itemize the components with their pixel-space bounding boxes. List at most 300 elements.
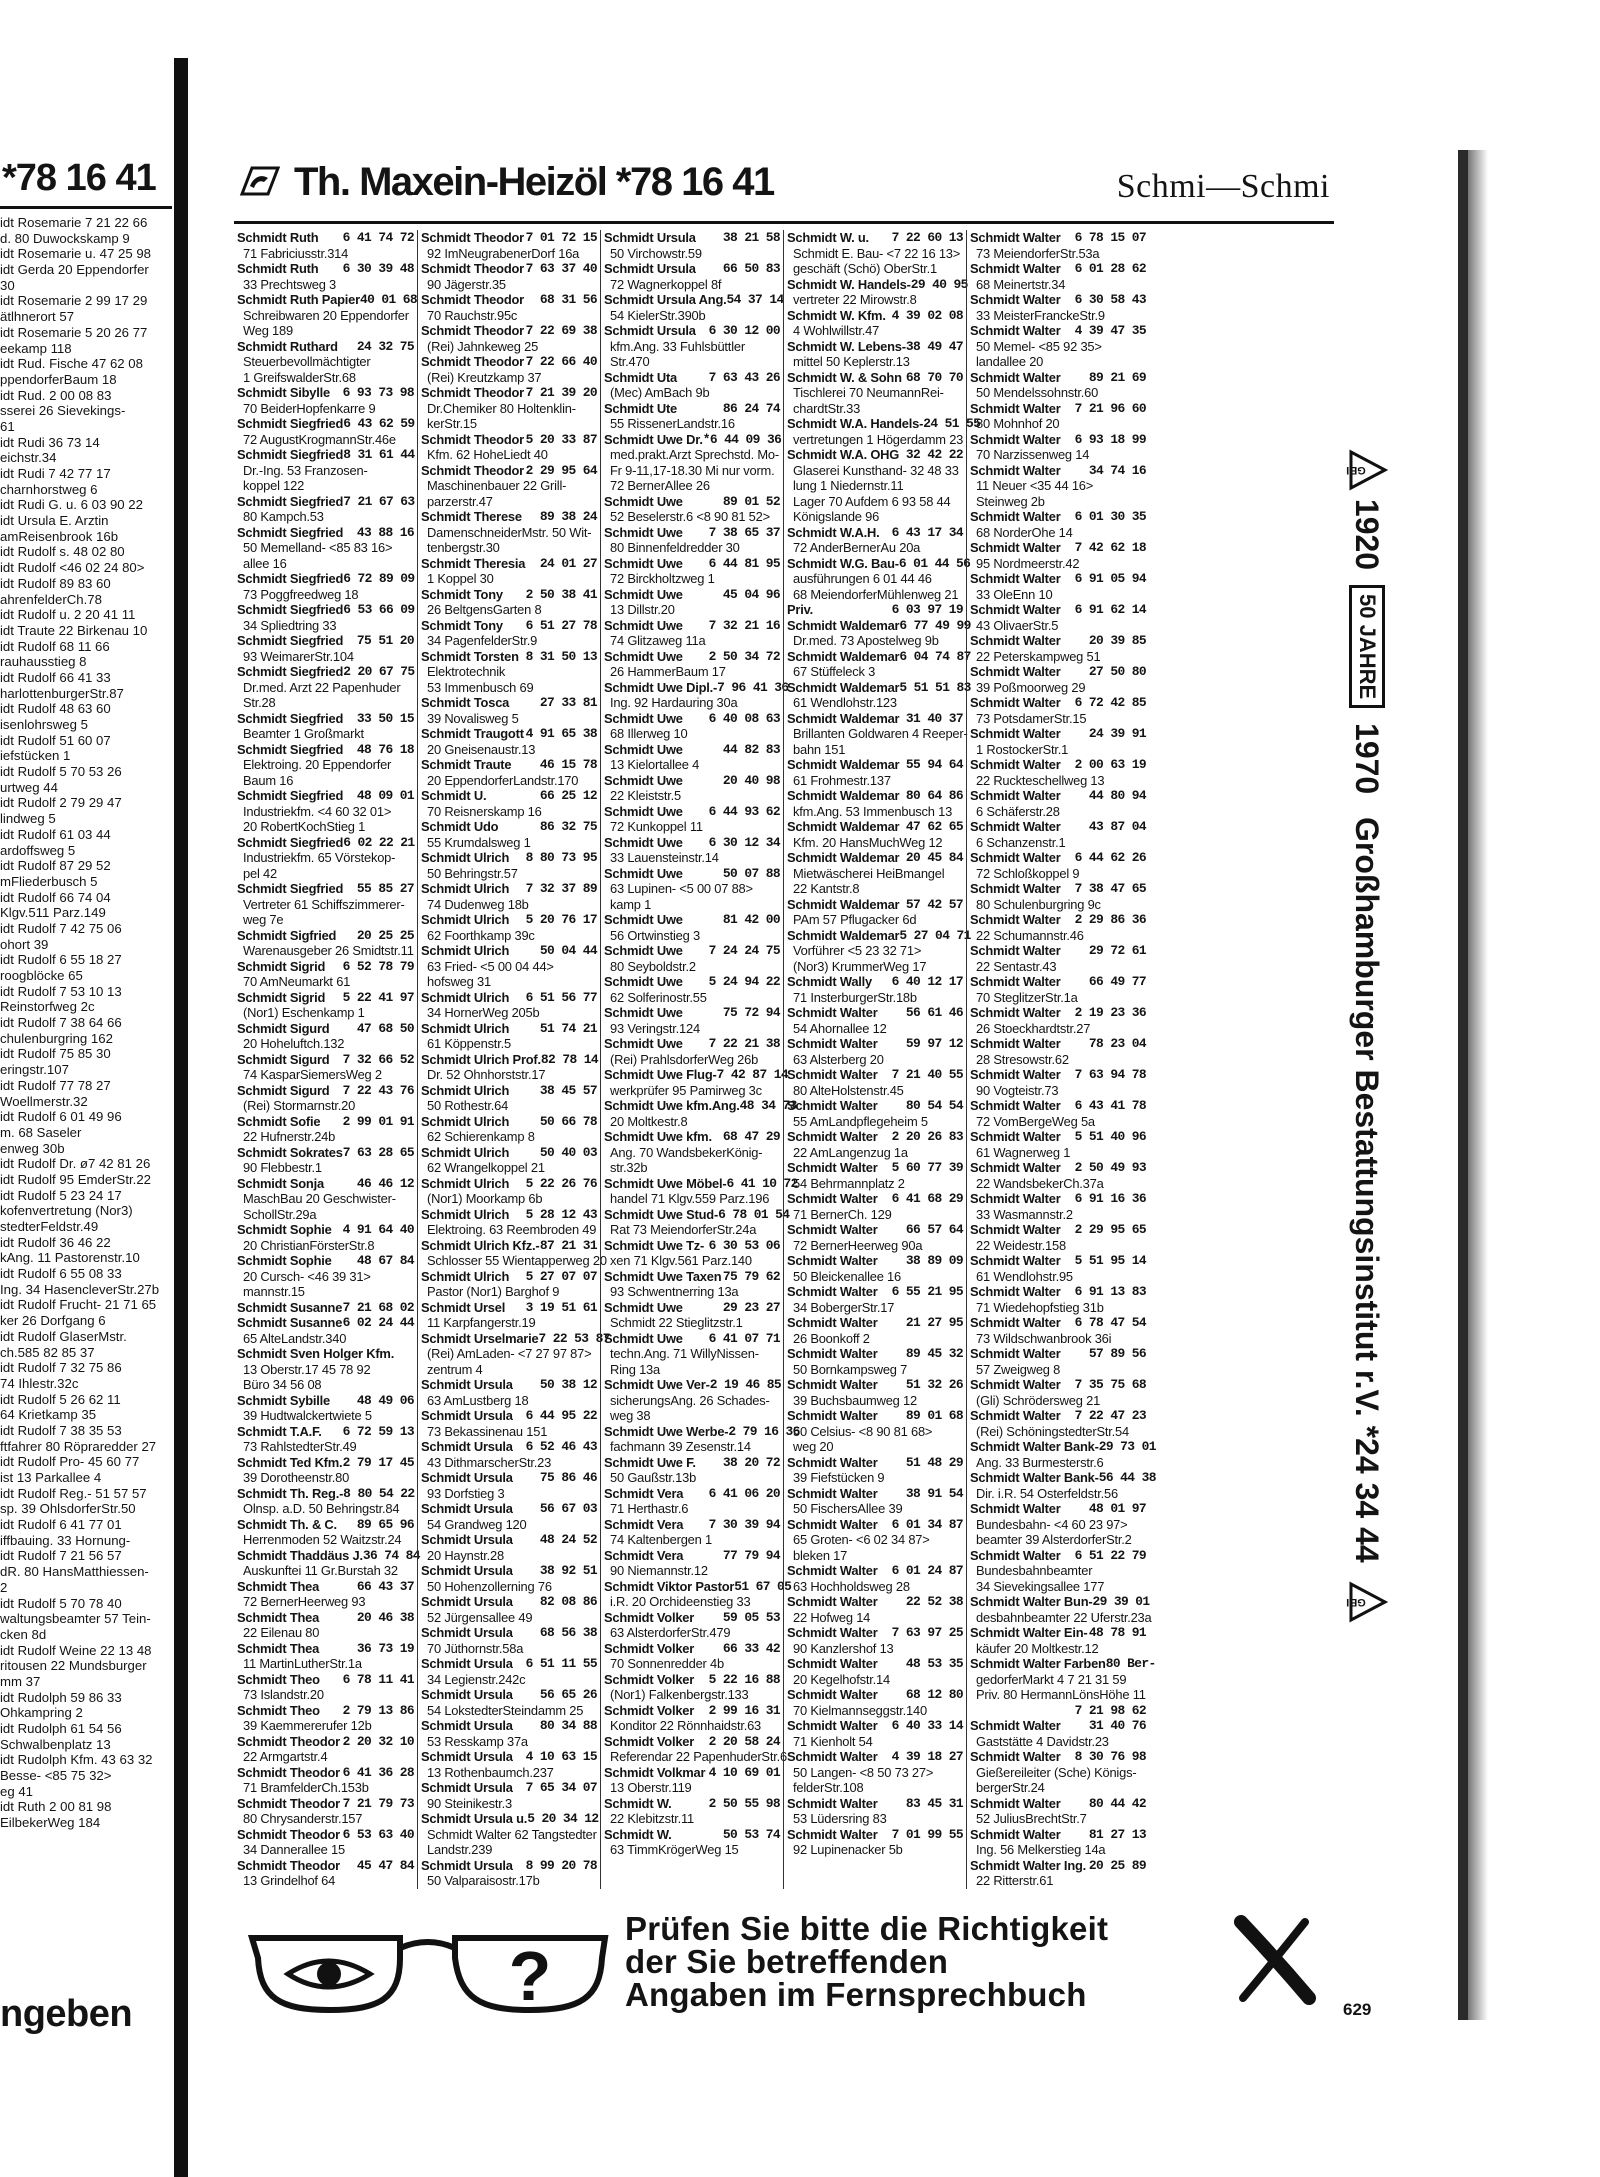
entry-name: Schmidt Uwe [604, 710, 683, 726]
directory-entry [237, 711, 414, 742]
left-page-line: idt Rosemarie 5 20 26 77 [0, 324, 148, 340]
entry-detail-line: 61 Köppenstr.5 [427, 1036, 511, 1051]
entry-detail-line: 22 Ritterstr.61 [976, 1873, 1054, 1888]
entry-detail-line: 34 BobergerStr.17 [793, 1299, 895, 1315]
entry-name: Schmidt Ted Kfm. [237, 1454, 343, 1470]
entry-headline [970, 463, 1146, 479]
entry-detail-line: 61 Wendlohstr.95 [976, 1268, 1073, 1284]
entry-name: Schmidt Volker [604, 1671, 695, 1687]
entry-headline [604, 1765, 780, 1781]
entry-phone: 38 21 58 [722, 230, 780, 245]
entry-headline [604, 1548, 780, 1564]
entry-headline [787, 230, 963, 246]
entry-detail-line: Brillanten Goldwaren 4 Reeper- [793, 726, 968, 741]
directory-entry [970, 726, 1146, 757]
entry-headline [970, 292, 1146, 308]
entry-headline [421, 990, 597, 1006]
entry-headline [604, 711, 780, 727]
entry-detail-line: 71 Fabriciusstr.314 [243, 245, 349, 261]
left-page-line: ahrenfelderCh.78 [0, 591, 102, 607]
entry-headline [787, 927, 971, 944]
entry-phone: 6 78 15 07 [1074, 230, 1146, 245]
directory-entry [604, 323, 780, 370]
entry-detail-line: (Rei) Jahnkeweg 25 [427, 338, 539, 354]
directory-entry [787, 276, 968, 308]
entry-detail-line: 80 Kampch.53 [243, 509, 324, 524]
bottom-advert-line-3: Angaben im Fernsprechbuch [625, 1976, 1087, 2013]
entry-name: Schmidt Uwe [604, 586, 683, 602]
entry-detail-line: 1 GreifswalderStr.68 [243, 369, 356, 385]
entry-phone: 48 09 01 [356, 788, 414, 803]
entry-detail-line: 11 MartinLutherStr.1a [243, 1656, 362, 1671]
entry-headline [237, 230, 414, 246]
entry-headline [237, 1145, 414, 1161]
directory-entry [604, 1827, 780, 1858]
directory-entry [421, 819, 597, 850]
entry-headline [421, 943, 597, 959]
entry-detail-line: 72 AugustKrogmannStr.46e [243, 431, 396, 447]
entry-detail-line: weg 7e [243, 912, 284, 927]
entry-phone: 5 27 04 71 [899, 927, 971, 943]
directory-entry [421, 1858, 597, 1889]
entry-detail-line: kamp 1 [610, 896, 652, 912]
directory-entry [237, 602, 414, 633]
entry-headline [970, 1594, 1150, 1610]
directory-entry [421, 649, 597, 696]
left-page-line: idt Rudolf <46 02 24 80> [0, 560, 145, 576]
entry-headline [237, 1672, 414, 1688]
entry-detail-line: parzerstr.47 [427, 493, 493, 509]
entry-phone: 38 92 51 [539, 1563, 597, 1578]
entry-name: Schmidt Walter [970, 323, 1061, 338]
entry-headline [970, 1036, 1146, 1052]
directory-entry [237, 1052, 414, 1083]
entry-headline [787, 602, 963, 618]
directory-entry [787, 1408, 963, 1455]
entry-headline [604, 742, 780, 758]
side-advert-year-start: 1920 [1349, 498, 1385, 571]
entry-name: Schmidt Sibylle [237, 385, 330, 400]
entry-name: Schmidt Walter [787, 1315, 878, 1330]
entry-headline [970, 1408, 1146, 1424]
entry-phone: 50 38 12 [539, 1377, 597, 1392]
entry-phone: 82 08 86 [539, 1594, 597, 1609]
entry-phone: 7 01 99 55 [891, 1826, 963, 1842]
cross-mark-icon [1235, 1918, 1315, 2002]
entry-headline [237, 835, 414, 851]
directory-entry [421, 695, 597, 726]
entry-headline [237, 339, 414, 355]
directory-entry [970, 1594, 1152, 1625]
side-advert [1339, 450, 1403, 1910]
entry-phone: 2 79 17 45 [342, 1454, 414, 1470]
entry-name: Schmidt Walter [787, 1284, 878, 1299]
page-number: 629 [1343, 2000, 1372, 2019]
directory-entry [237, 1300, 414, 1316]
entry-headline [421, 1625, 597, 1641]
entry-phone: 86 24 74 [722, 400, 780, 416]
entry-headline [421, 1780, 597, 1796]
entry-phone: *6 44 09 36 [702, 431, 782, 447]
entry-headline [787, 788, 963, 804]
entry-detail-line: 80 Mohnhof 20 [976, 416, 1060, 431]
directory-entry [787, 1346, 963, 1377]
entry-headline [787, 1377, 963, 1393]
entry-name: Schmidt Ursula [421, 1780, 513, 1795]
entry-phone: 20 25 25 [356, 927, 414, 943]
directory-entry [237, 1579, 414, 1610]
entry-headline [787, 308, 963, 324]
entry-phone: 4 39 18 27 [891, 1749, 963, 1764]
entry-name: Schmidt W. & Sohn [787, 369, 902, 385]
entry-headline [970, 602, 1146, 618]
entry-name: Schmidt Walter [970, 1284, 1061, 1299]
directory-entry [787, 897, 963, 928]
left-page-line: idt Rudolf Reg.- 51 57 57 [0, 1485, 147, 1501]
entry-headline [604, 587, 780, 603]
entry-name: Schmidt Walter Bank- [970, 1470, 1099, 1485]
entry-headline [970, 1703, 1146, 1719]
entry-detail-line: 20 ChristianFörsterStr.8 [243, 1237, 375, 1253]
entry-name: Schmidt Waldemar [787, 819, 900, 834]
entry-phone: 68 47 29 [722, 1129, 780, 1144]
entry-name: Schmidt Theodor [237, 1733, 340, 1749]
entry-name: Schmidt Volker [604, 1640, 695, 1656]
entry-phone: 24 01 27 [539, 555, 597, 571]
entry-name: Schmidt Ursula [421, 1408, 513, 1423]
entry-detail-line: 70 BeiderHopfenkarre 9 [243, 400, 376, 416]
entry-headline [421, 1145, 597, 1161]
entry-name: Schmidt Walter [970, 571, 1061, 586]
entry-detail-line: 22 Klebitzstr.11 [610, 1811, 694, 1826]
directory-entry [970, 1749, 1146, 1796]
left-page-line: eg 41 [0, 1783, 34, 1799]
entry-detail-line: 80 AlteHolstenstr.45 [793, 1082, 904, 1098]
entry-phone: 38 91 54 [905, 1485, 963, 1501]
entry-name: Schmidt Uwe [604, 865, 683, 881]
entry-phone: 5 20 76 17 [525, 912, 597, 927]
entry-detail-line: SchollStr.29a [243, 1206, 317, 1222]
left-page-line: waltungsbeamter 57 Tein- [0, 1611, 151, 1627]
entry-name: Schmidt W.A. Handels- [787, 416, 924, 431]
left-page-line: idt Rudolf u. 2 20 41 11 [0, 607, 136, 623]
entry-headline [970, 1284, 1146, 1300]
directory-entry [421, 509, 597, 556]
entry-phone: 7 21 40 55 [891, 1067, 963, 1082]
entry-phone: 29 23 27 [722, 1299, 780, 1315]
entry-headline [604, 1827, 780, 1843]
entry-name: Schmidt Ulrich [421, 1175, 510, 1191]
entry-headline [970, 1548, 1146, 1564]
entry-headline [604, 370, 780, 386]
entry-detail-line: (Gli) Schrödersweg 21 [976, 1392, 1101, 1408]
entry-phone: 38 89 09 [905, 1253, 963, 1268]
entry-phone: 6 78 47 54 [1074, 1315, 1146, 1330]
directory-entry [421, 1330, 610, 1378]
directory-entry [604, 1067, 788, 1098]
entry-detail-line: 72 Schloßkoppel 9 [976, 865, 1080, 881]
directory-entry [604, 1672, 780, 1703]
entry-phone: 66 50 83 [722, 261, 780, 276]
entry-phone: 4 10 69 01 [708, 1764, 780, 1780]
entry-phone: 6 72 42 85 [1074, 695, 1146, 710]
entry-phone: 89 45 32 [905, 1346, 963, 1361]
entry-phone: 7 22 60 13 [891, 230, 963, 245]
entry-name: Schmidt Sigrid [237, 958, 326, 974]
entry-headline [421, 912, 597, 928]
entry-headline [421, 385, 597, 401]
page-range: Schmi—Schmi [1116, 168, 1330, 205]
directory-entry [604, 1269, 780, 1300]
entry-headline [604, 974, 780, 990]
entry-name: Schmidt Waldemar [787, 710, 900, 726]
entry-headline [970, 571, 1146, 587]
entry-phone: 29 40 95 [910, 276, 968, 292]
left-page-line: idt Rudolf 66 74 04 [0, 889, 111, 905]
entry-name: Schmidt Walter [787, 1098, 878, 1113]
entry-detail-line: 72 BernerHeerweg 93 [243, 1594, 366, 1609]
entry-headline [604, 1734, 780, 1750]
entry-headline [604, 556, 780, 572]
entry-name: Schmidt Theodor [421, 385, 524, 400]
entry-headline [421, 261, 597, 277]
entry-name: Schmidt Vera [604, 1485, 684, 1501]
entry-name: Schmidt Uwe kfm.Ang. [604, 1098, 740, 1113]
entry-headline [787, 339, 963, 355]
entry-detail-line: med.prakt.Arzt Sprechstd. Mo- [610, 447, 779, 462]
entry-name: Schmidt Walter Ing. [970, 1857, 1087, 1873]
left-page-line: idt Rudolf 7 32 75 86 [0, 1360, 122, 1376]
directory-entry [421, 292, 597, 323]
directory-entry [421, 990, 597, 1021]
entry-phone: 21 27 95 [905, 1315, 963, 1330]
entry-headline [970, 633, 1146, 649]
entry-phone: 80 44 42 [1088, 1795, 1146, 1811]
entry-phone: 51 74 21 [539, 1020, 597, 1036]
entry-detail-line: 68 Meinertstr.34 [976, 276, 1066, 292]
entry-headline [787, 757, 963, 773]
entry-phone: 24 39 91 [1088, 726, 1146, 741]
entry-phone: 6 40 08 63 [708, 710, 780, 726]
entry-name: Schmidt Therese [421, 509, 522, 524]
entry-headline [970, 1656, 1156, 1672]
left-page-line: idt Rudolph 59 86 33 [0, 1689, 122, 1705]
entry-name: Schmidt Walter [970, 1036, 1061, 1051]
entry-headline [421, 1749, 597, 1765]
directory-entry [604, 556, 780, 587]
entry-headline [237, 1734, 414, 1750]
directory-entry [604, 1486, 780, 1517]
entry-headline [787, 1486, 963, 1502]
entry-columns [234, 230, 1334, 1889]
entry-detail-line: 52 Jürgensallee 49 [427, 1609, 533, 1625]
entry-name: Schmidt Ulrich Prof. [421, 1051, 541, 1067]
entry-headline [970, 788, 1146, 804]
entry-name: Schmidt Uwe Dipl.- [604, 679, 718, 695]
entry-name: Schmidt Uwe Taxen [604, 1268, 722, 1284]
left-page-line: kofenvertretung (Nor3) [0, 1203, 133, 1219]
entry-phone: 6 41 10 72 [726, 1175, 798, 1191]
entry-name: Schmidt Sigfried [237, 927, 337, 943]
entry-headline [604, 1206, 790, 1223]
entry-phone: 6 44 81 95 [708, 555, 780, 571]
directory-entry [421, 1439, 597, 1470]
entry-detail-line: Kfm. 62 HoheLiedt 40 [427, 447, 548, 462]
entry-name: Schmidt Theodor [421, 323, 524, 338]
entry-phone: 6 41 07 71 [708, 1330, 780, 1346]
entry-detail-line: Steuerbevollmächtigter [243, 354, 371, 369]
entry-name: Schmidt Ulrich [421, 1082, 510, 1098]
entry-phone: 2 19 46 85 [709, 1377, 782, 1392]
entry-detail-line: 63 Fried- <5 00 04 44> [427, 958, 554, 974]
entry-phone: 33 50 15 [356, 710, 414, 726]
directory-entry [237, 1610, 414, 1641]
entry-detail-line: 26 Boonkoff 2 [793, 1330, 870, 1346]
entry-detail-line: 22 Kleiststr.5 [610, 788, 681, 803]
entry-detail-line: 72 BernerHeerweg 90a [793, 1237, 923, 1253]
entry-phone: 57 42 57 [905, 896, 963, 912]
entry-headline [604, 1455, 780, 1471]
entry-headline [421, 1176, 597, 1192]
directory-entry [604, 773, 780, 804]
entry-detail-line: 63 AmLustberg 18 [427, 1392, 529, 1408]
directory-entry [237, 1253, 414, 1300]
entry-detail-line: 70 Narzissenweg 14 [976, 447, 1090, 462]
entry-phone: 6 40 12 17 [891, 974, 963, 989]
entry-detail-line: 63 Lupinen- <5 00 07 88> [610, 881, 753, 896]
entry-name: Schmidt Siegfried [237, 602, 344, 617]
entry-detail-line: Dr. 52 Ohnhorststr.17 [427, 1067, 546, 1082]
directory-entry [604, 711, 780, 742]
entry-name: Schmidt Sigurd [237, 1082, 330, 1098]
entry-headline [237, 571, 414, 587]
entry-phone: 5 22 41 97 [342, 989, 414, 1005]
entry-detail-line: bergerStr.24 [976, 1780, 1045, 1795]
left-page-line: idt Rudolf 2 79 29 47 [0, 795, 122, 811]
left-page-line: harlottenburgerStr.87 [0, 685, 124, 701]
entry-detail-line: 90 Jägerstr.35 [427, 276, 506, 292]
entry-detail-line: sicherungsAng. 26 Schades- [610, 1392, 770, 1408]
entry-detail-line: 73 Bekassinenau 151 [427, 1423, 548, 1439]
entry-name: Schmidt Walter [970, 943, 1061, 958]
entry-detail-line: Priv. 80 HermannLönsHöhe 11 [976, 1687, 1146, 1702]
entry-detail-line: hofsweg 31 [427, 974, 491, 989]
entry-headline [787, 1098, 963, 1114]
directory-entry [237, 1393, 414, 1424]
entry-headline [604, 1610, 780, 1626]
directory-entry [604, 1129, 780, 1176]
entry-name: Schmidt Sofie [237, 1113, 321, 1129]
directory-entry [421, 1176, 597, 1207]
entry-detail-line: 73 Wildschwanbrook 36i [976, 1330, 1112, 1346]
entry-name: Schmidt Walter [970, 1005, 1061, 1020]
directory-entry [787, 1455, 963, 1486]
page-edge [1458, 150, 1468, 2020]
entry-phone: 6 77 49 99 [899, 617, 971, 633]
entry-phone: 56 67 03 [539, 1501, 597, 1516]
entry-name: Schmidt Ursula [421, 1439, 513, 1454]
entry-detail-line: Gießereileiter (Sche) Königs- [976, 1764, 1137, 1780]
entry-detail-line: 11 Karpfangerstr.19 [427, 1315, 536, 1330]
entry-headline [237, 1424, 414, 1440]
entry-name: Schmidt Ursula [421, 1594, 513, 1609]
entry-detail-line: 73 PotsdamerStr.15 [976, 710, 1087, 726]
directory-entry [970, 1005, 1146, 1036]
directory-entry [421, 1083, 597, 1114]
entry-detail-line: 22 Weidestr.158 [976, 1237, 1066, 1253]
entry-phone: 43 87 04 [1088, 819, 1146, 834]
entry-headline [970, 943, 1146, 959]
entry-name: Schmidt Walter [787, 1160, 878, 1175]
directory-entry [604, 1796, 780, 1827]
entry-detail-line: 20 Hoheluftch.132 [243, 1036, 345, 1051]
left-page-line: eekamp 118 [0, 340, 72, 356]
entry-phone: 7 01 72 15 [525, 230, 597, 245]
entry-name: Schmidt Siegfried [237, 447, 344, 462]
entry-detail-line: Glaserei Kunsthand- 32 48 33 [793, 462, 959, 478]
entry-detail-line: Dr.Chemiker 80 Holtenklin- [427, 400, 576, 416]
entry-headline [787, 1594, 963, 1610]
entry-phone: 7 22 69 38 [525, 323, 597, 338]
entry-headline [787, 555, 971, 572]
entry-phone: 75 51 20 [356, 633, 414, 648]
entry-name: Schmidt Siegfried [237, 571, 344, 586]
entry-name: Schmidt Sokrates [237, 1144, 343, 1160]
entry-detail-line: Dir. i.R. 54 Osterfeldstr.56 [976, 1485, 1118, 1501]
entry-detail-line: Str.470 [610, 354, 650, 369]
directory-entry [421, 1207, 597, 1238]
directory-entry [421, 385, 597, 432]
entry-detail-line: 50 Mendelssohnstr.60 [976, 385, 1099, 400]
entry-headline [787, 1129, 963, 1145]
directory-entry [970, 401, 1146, 432]
entry-phone: 2 19 23 36 [1074, 1005, 1146, 1020]
entry-headline [970, 401, 1146, 417]
entry-phone: 89 38 24 [539, 509, 597, 524]
entry-name: Schmidt Uwe Flug- [604, 1067, 717, 1082]
entry-headline [237, 292, 418, 308]
left-page-line: idt Rudolf 7 42 75 06 [0, 920, 122, 936]
entry-headline [421, 726, 597, 742]
entry-name: Schmidt Walter [787, 1687, 878, 1702]
entry-name: Schmidt Thea [237, 1640, 320, 1656]
entry-headline [970, 1098, 1146, 1114]
directory-entry [787, 710, 968, 758]
left-page-line: isenlohrsweg 5 [0, 717, 88, 732]
entry-detail-line: 20 Moltkestr.8 [610, 1113, 688, 1129]
entry-detail-line: 93 Veringstr.124 [610, 1020, 700, 1036]
entry-headline [787, 1656, 963, 1672]
entry-phone: 7 30 39 94 [708, 1516, 780, 1532]
entry-phone: 2 20 32 10 [342, 1733, 414, 1749]
entry-headline [970, 1501, 1146, 1517]
entry-headline [604, 1331, 780, 1347]
left-page-line: EilbekerWeg 184 [0, 1815, 101, 1831]
entry-name: Schmidt Walter [787, 1594, 878, 1609]
entry-name: Schmidt Theo [237, 1702, 320, 1718]
entry-phone: 45 04 96 [722, 586, 780, 602]
entry-headline [787, 850, 963, 866]
entry-detail-line: Rat 73 MeiendorferStr.24a [610, 1222, 757, 1237]
left-page-line: idt Rudolf 5 70 78 40 [0, 1595, 122, 1611]
entry-name: Schmidt Urselmarie [421, 1330, 539, 1346]
entry-headline [604, 649, 780, 665]
entry-detail-line: PAm 57 Pflugacker 6d [793, 912, 917, 927]
entry-name: Schmidt Walter [787, 1563, 878, 1578]
directory-entry [970, 1827, 1146, 1858]
entry-headline [604, 1703, 780, 1719]
left-page-header: *78 16 41 [0, 150, 172, 209]
